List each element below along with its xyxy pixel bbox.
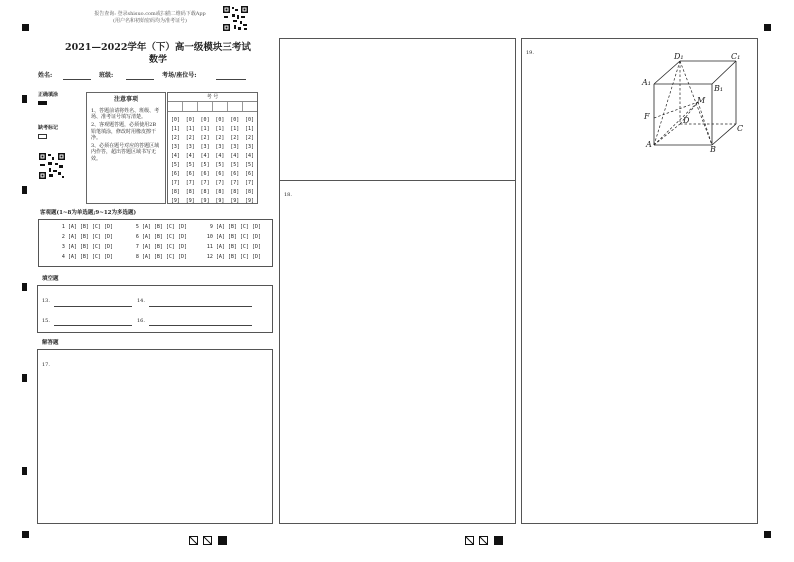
exam-id-digit-bubble[interactable]: [0] xyxy=(245,117,255,123)
exam-id-digit-bubble[interactable]: [1] xyxy=(215,126,225,132)
exam-id-digit-bubble[interactable]: [7] xyxy=(230,180,240,186)
exam-id-digit-bubble[interactable]: [8] xyxy=(215,189,225,195)
exam-id-digit-bubble[interactable]: [5] xyxy=(230,162,240,168)
exam-id-digit-bubble[interactable]: [0] xyxy=(230,117,240,123)
answer-title: 解答题 xyxy=(42,340,59,346)
label-A: A xyxy=(646,140,652,149)
objective-title: 客观题(1~8为单选题;9~12为多选题) xyxy=(40,210,137,216)
objective-question-options[interactable]: 6 [A] [B] [C] [D] xyxy=(135,234,187,240)
q13-answer-line[interactable] xyxy=(54,305,132,307)
q15-label: 15. xyxy=(42,318,50,324)
exam-id-digit-bubble[interactable]: [5] xyxy=(200,162,210,168)
exam-id-digit-bubble[interactable]: [2] xyxy=(245,135,255,141)
q17-label: 17. xyxy=(42,362,50,368)
exam-id-digit-bubble[interactable]: [0] xyxy=(215,117,225,123)
objective-question-options[interactable]: 9 [A] [B] [C] [D] xyxy=(209,224,261,230)
objective-question-options[interactable]: 5 [A] [B] [C] [D] xyxy=(135,224,187,230)
exam-id-digit-bubble[interactable]: [9] xyxy=(170,198,180,204)
side-mark xyxy=(22,374,27,382)
exam-id-digit-bubble[interactable]: [1] xyxy=(230,126,240,132)
exam-id-column xyxy=(230,116,239,206)
name-label: 姓名: xyxy=(38,72,53,79)
label-B: B xyxy=(710,145,716,154)
timing-marks-icon xyxy=(189,536,229,546)
objective-question-options[interactable]: 1 [A] [B] [C] [D] xyxy=(61,224,113,230)
corner-mark-tr xyxy=(764,24,771,31)
exam-id-grid xyxy=(167,92,258,204)
notes-item: 1、答题前请将姓名、班级、考场、准考证号填写清楚。 xyxy=(91,107,160,121)
q18-answer-area[interactable] xyxy=(280,181,515,523)
exam-id-digit-bubble[interactable]: [3] xyxy=(215,144,225,150)
label-C1: C₁ xyxy=(731,52,741,61)
exam-id-digit-bubble[interactable]: [6] xyxy=(185,171,195,177)
exam-id-digit-bubble[interactable]: [3] xyxy=(230,144,240,150)
bottom-marks-left xyxy=(189,531,229,550)
objective-question-options[interactable]: 2 [A] [B] [C] [D] xyxy=(61,234,113,240)
class-label: 班级: xyxy=(99,72,114,79)
exam-id-digit-bubble[interactable]: [4] xyxy=(215,153,225,159)
objective-question-options[interactable]: 8 [A] [B] [C] [D] xyxy=(135,254,187,260)
objective-row xyxy=(47,254,272,264)
exam-id-column xyxy=(215,116,224,206)
exam-id-digit-bubble[interactable]: [6] xyxy=(245,171,255,177)
timing-marks-icon xyxy=(465,536,505,546)
notice-line-1: 报告查询: 登录shisuo.com或扫描二维码下载App xyxy=(94,11,206,17)
notes-box xyxy=(86,92,166,204)
q16-answer-line[interactable] xyxy=(149,324,252,326)
exam-id-column xyxy=(171,116,180,206)
label-C: C xyxy=(737,124,744,133)
side-mark xyxy=(22,467,27,475)
page-title: 2021—2022学年（下）高一级模块三考试 xyxy=(65,42,251,53)
exam-id-digit-bubble[interactable]: [7] xyxy=(185,180,195,186)
barcode-qr-icon xyxy=(38,152,66,180)
q14-answer-line[interactable] xyxy=(149,305,252,307)
q14-label: 14. xyxy=(137,298,145,304)
exam-id-digit-bubble[interactable]: [4] xyxy=(200,153,210,159)
notes-item: 3、必须在题号对应的答题区域内作答，超出答题区域书写无效。 xyxy=(91,143,160,162)
q13-label: 13. xyxy=(42,298,50,304)
notes-item: 2、客观题答题，必须使用2B铅笔填涂，修改时用橡皮擦干净。 xyxy=(91,122,157,141)
objective-question-options[interactable]: 11 [A] [B] [C] [D] xyxy=(206,244,261,250)
exam-id-digit-bubble[interactable]: [0] xyxy=(185,117,195,123)
exam-id-digit-bubble[interactable]: [8] xyxy=(170,189,180,195)
exam-id-digit-bubble[interactable]: [4] xyxy=(230,153,240,159)
q17-answer-area[interactable] xyxy=(37,349,273,524)
exam-id-digit-bubble[interactable]: [1] xyxy=(170,126,180,132)
exam-id-digit-bubble[interactable]: [6] xyxy=(170,171,180,177)
exam-id-digit-bubble[interactable]: [9] xyxy=(230,198,240,204)
class-field[interactable] xyxy=(126,78,154,80)
exam-id-digit-bubble[interactable]: [7] xyxy=(200,180,210,186)
q16-label: 16. xyxy=(137,318,145,324)
exam-id-digit-bubble[interactable]: [4] xyxy=(245,153,255,159)
corner-mark-bl xyxy=(22,531,29,538)
corner-mark-tl xyxy=(22,24,29,31)
objective-question-options[interactable]: 4 [A] [B] [C] [D] xyxy=(61,254,113,260)
exam-id-digit-bubble[interactable]: [4] xyxy=(170,153,180,159)
correct-fill-sample xyxy=(38,101,47,105)
fill-blank-box xyxy=(37,285,273,333)
objective-box xyxy=(38,219,273,267)
subject-title: 数学 xyxy=(148,55,167,65)
objective-row xyxy=(47,224,272,234)
absent-mark-box[interactable] xyxy=(38,134,47,139)
exam-id-digit-bubble[interactable]: [5] xyxy=(245,162,255,168)
label-B1: B₁ xyxy=(714,84,724,93)
exam-id-digit-bubble[interactable]: [6] xyxy=(215,171,225,177)
objective-question-options[interactable]: 3 [A] [B] [C] [D] xyxy=(61,244,113,250)
objective-row xyxy=(47,244,272,254)
exam-id-column xyxy=(245,116,254,206)
objective-row xyxy=(47,234,272,244)
exam-id-digit-bubble[interactable]: [8] xyxy=(200,189,210,195)
objective-question-options[interactable]: 7 [A] [B] [C] [D] xyxy=(135,244,187,250)
exam-id-digit-bubble[interactable]: [6] xyxy=(230,171,240,177)
name-field[interactable] xyxy=(63,78,91,80)
exam-id-digit-bubble[interactable]: [8] xyxy=(230,189,240,195)
exam-id-digit-bubble[interactable]: [5] xyxy=(170,162,180,168)
exam-id-digit-bubble[interactable]: [9] xyxy=(245,198,255,204)
exam-id-digit-bubble[interactable]: [9] xyxy=(215,198,225,204)
exam-id-digit-bubble[interactable]: [6] xyxy=(200,171,210,177)
exam-id-digit-bubble[interactable]: [3] xyxy=(200,144,210,150)
correct-fill-label: 正确填涂 xyxy=(38,92,59,98)
exam-id-digit-bubble[interactable]: [8] xyxy=(245,189,255,195)
exam-id-digit-bubble[interactable]: [5] xyxy=(215,162,225,168)
q19-label: 19. xyxy=(526,50,534,56)
exam-id-digit-bubble[interactable]: [2] xyxy=(185,135,195,141)
exam-id-column xyxy=(201,116,210,206)
fill-blank-title: 填空题 xyxy=(42,276,59,282)
exam-id-digit-bubble[interactable]: [5] xyxy=(185,162,195,168)
label-D1: D₁ xyxy=(674,52,684,61)
bottom-marks-right xyxy=(465,531,505,550)
exam-id-digit-bubble[interactable]: [0] xyxy=(170,117,180,123)
side-mark xyxy=(22,186,27,194)
notice-line-2: (用户名和初始密码均为准考证号) xyxy=(113,18,187,24)
label-D: D xyxy=(683,116,690,125)
exam-id-digit-bubble[interactable]: [9] xyxy=(185,198,195,204)
qr-code-icon[interactable] xyxy=(222,5,249,32)
side-mark xyxy=(22,283,27,291)
objective-question-options[interactable]: 10 [A] [B] [C] [D] xyxy=(206,234,261,240)
exam-id-digit-bubble[interactable]: [4] xyxy=(185,153,195,159)
exam-id-digit-bubble[interactable]: [3] xyxy=(170,144,180,150)
exam-id-digit-bubble[interactable]: [2] xyxy=(170,135,180,141)
exam-id-digit-bubble[interactable]: [1] xyxy=(185,126,195,132)
exam-id-digit-bubble[interactable]: [3] xyxy=(185,144,195,150)
label-A1: A₁ xyxy=(642,78,651,87)
cube-figure xyxy=(640,52,744,154)
q18-label: 18. xyxy=(284,192,292,198)
side-mark xyxy=(22,95,27,103)
exam-id-digit-bubble[interactable]: [2] xyxy=(215,135,225,141)
exam-id-digit-bubble[interactable]: [1] xyxy=(200,126,210,132)
seat-label: 考场/座位号: xyxy=(162,72,197,79)
label-F: F xyxy=(644,112,650,121)
exam-id-digit-bubble[interactable]: [7] xyxy=(245,180,255,186)
exam-id-digit-bubble[interactable]: [8] xyxy=(185,189,195,195)
q15-answer-line[interactable] xyxy=(54,324,132,326)
exam-id-digit-bubble[interactable]: [2] xyxy=(200,135,210,141)
seat-field[interactable] xyxy=(216,78,246,80)
exam-id-digit-bubble[interactable]: [2] xyxy=(230,135,240,141)
exam-id-digit-bubble[interactable]: [7] xyxy=(170,180,180,186)
exam-id-column xyxy=(186,116,195,206)
absent-mark-label: 缺考标记 xyxy=(38,125,59,131)
exam-id-digit-bubble[interactable]: [3] xyxy=(245,144,255,150)
label-M: M xyxy=(697,96,706,105)
corner-mark-br xyxy=(764,531,771,538)
exam-id-digit-bubble[interactable]: [1] xyxy=(245,126,255,132)
exam-id-digit-bubble[interactable]: [0] xyxy=(200,117,210,123)
notes-title: 注意事项 xyxy=(113,96,138,103)
exam-id-header: 考 号 xyxy=(168,93,257,102)
objective-question-options[interactable]: 12 [A] [B] [C] [D] xyxy=(206,254,261,260)
exam-id-digit-bubble[interactable]: [9] xyxy=(200,198,210,204)
exam-id-digit-bubble[interactable]: [7] xyxy=(215,180,225,186)
